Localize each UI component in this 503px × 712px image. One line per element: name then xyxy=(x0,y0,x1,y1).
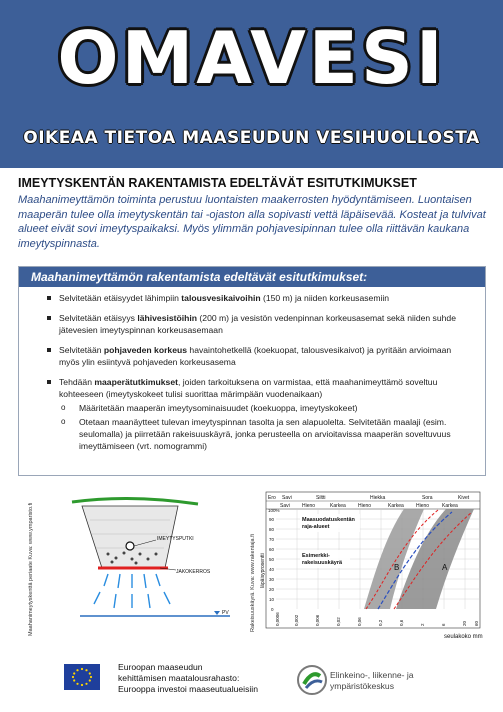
svg-text:20: 20 xyxy=(269,587,275,592)
eu-flag-icon xyxy=(64,664,100,690)
svg-text:Karkea: Karkea xyxy=(442,503,458,509)
grain-size-chart xyxy=(246,490,486,640)
annotation-example: Esimerkki-rakeisuuskäyrä xyxy=(302,553,343,566)
svg-text:Karkea: Karkea xyxy=(330,503,346,509)
infiltration-diagram xyxy=(20,490,240,640)
label-a: A xyxy=(442,563,448,572)
ground-surface xyxy=(72,498,198,504)
svg-text:90: 90 xyxy=(269,517,275,522)
footer xyxy=(0,658,503,712)
svg-text:0,2: 0,2 xyxy=(378,619,383,626)
svg-text:30: 30 xyxy=(269,577,275,582)
svg-text:50: 50 xyxy=(269,557,275,562)
bullet-item: Selvitetään etäisyys lähivesistöihin (200 m) ja vesistön vedenpinnan korkeusasemat sekä niiden suhde jätevesien imeytyspinnan korkeusasemaan xyxy=(47,312,473,336)
label-pipe: IMEYTYSPUTKI xyxy=(157,536,194,542)
svg-text:0,002: 0,002 xyxy=(294,614,299,626)
ely-centre-text: Elinkeino-, liikenne- ja ympäristökeskus xyxy=(330,670,414,691)
svg-text:60: 60 xyxy=(269,547,275,552)
ely-logo-icon xyxy=(296,664,328,696)
header-banner xyxy=(0,0,503,168)
pre-study-box xyxy=(18,266,486,476)
svg-text:2: 2 xyxy=(420,623,425,626)
svg-text:Hiekka: Hiekka xyxy=(370,495,386,501)
svg-text:70: 70 xyxy=(269,537,275,542)
svg-text:60: 60 xyxy=(474,620,479,626)
svg-text:Hieno: Hieno xyxy=(302,503,316,509)
svg-text:Karkea: Karkea xyxy=(388,503,404,509)
percolation-arrows xyxy=(94,574,170,608)
svg-text:Kivet: Kivet xyxy=(458,495,470,501)
bullet-item: Tehdään maaperätutkimukset, joiden tarkoituksena on varmistaa, että maahanimeyttämö soveltuu kohteeseen (imeytyskokeet tulisi suorittaa märimpään vuodenaikaan) xyxy=(47,376,473,400)
y-axis-label: läpäisyprosentti xyxy=(260,553,266,588)
infiltration-pipe xyxy=(126,542,134,550)
pre-study-heading: Maahanimeyttämön rakentamista edeltävät esitutkimukset: xyxy=(19,267,485,287)
eu-fund-text: Euroopan maaseudun kehittämisen maatalousrahasto: Eurooppa investoi maaseutualueisiin xyxy=(118,662,258,694)
x-axis-label: seulakoko mm xyxy=(444,634,483,640)
svg-text:0,0006: 0,0006 xyxy=(275,612,280,626)
svg-text:0: 0 xyxy=(271,607,274,612)
svg-text:Savi: Savi xyxy=(280,503,290,509)
figure1-credit: Maahanimeytyskenttä periaate Kuva: www.ymparisto.fi xyxy=(28,502,34,636)
svg-text:40: 40 xyxy=(269,567,275,572)
svg-text:Ero: Ero xyxy=(268,495,276,501)
svg-text:0,006: 0,006 xyxy=(315,614,320,626)
svg-text:80: 80 xyxy=(269,527,275,532)
brand-tagline: OIKEAA TIETOA MAASEUDUN VESIHUOLLOSTA xyxy=(23,128,480,148)
svg-text:20: 20 xyxy=(462,620,467,626)
svg-text:100%: 100% xyxy=(268,508,280,513)
label-pv: PV xyxy=(222,610,229,616)
annotation-limits: Maasuodatuskentän raja-alueet xyxy=(302,517,355,530)
bullet-item: Selvitetään etäisyydet lähimpiin talousvesikaivoihin (150 m) ja niiden korkeusasemiin xyxy=(47,292,473,304)
brand-title: OMAVESI xyxy=(57,16,446,100)
svg-text:Siltti: Siltti xyxy=(316,495,326,501)
svg-text:10: 10 xyxy=(269,597,275,602)
svg-text:0,06: 0,06 xyxy=(357,617,362,626)
svg-text:Savi: Savi xyxy=(282,495,292,501)
bullet-item: Selvitetään pohjaveden korkeus havaintohetkellä (koekuopat, talousvesikaivot) ja pyritään arvioimaan myös ylin esiintyvä pohjaveden korkeusasema xyxy=(47,344,473,368)
svg-text:0,02: 0,02 xyxy=(336,617,341,626)
label-b: B xyxy=(394,563,400,572)
label-layer: JAKOKERROS xyxy=(176,569,211,575)
figure2-credit: Rakeisuuskäyrä. Kuva: www.rakentaja.fi xyxy=(250,534,256,632)
svg-text:6: 6 xyxy=(441,623,446,626)
intro-paragraph: Maahanimeyttämön toiminta perustuu luontaisten maakerrosten hyödyntämiseen. Luontaisen maaperän tulee olla imeytyskentän tai -ojaston alla sopivasti vettä läpäisevää. Kosteat ja tulvivat alueet eivät sovi imeytyspaikaksi. Myös ylimmän pohjavesipinnan tulee olla riittävän kaukana imeytyspinnasta. xyxy=(18,194,486,250)
sub-bullet-item: o Otetaan maanäytteet tulevan imeytyspinnan tasolta ja sen alapuolelta. Selvitetään maalaji (esim. seulomalla) ja piirretään rakeisuuskäyrä, jonka perusteella on arvioitavissa maaperän soveltuvuus imeyttämiseen (vrt. nomogrammi) xyxy=(53,416,473,452)
page-title: IMEYTYSKENTÄN RAKENTAMISTA EDELTÄVÄT ESITUTKIMUKSET xyxy=(18,176,417,190)
svg-text:Hieno: Hieno xyxy=(358,503,372,509)
sub-bullet-item: o Määritetään maaperän imeytysominaisuudet (koekuoppa, imeytyskokeet) xyxy=(53,402,473,414)
svg-text:Hieno: Hieno xyxy=(416,503,430,509)
svg-text:0,6: 0,6 xyxy=(399,619,404,626)
svg-text:Sora: Sora xyxy=(422,495,433,501)
